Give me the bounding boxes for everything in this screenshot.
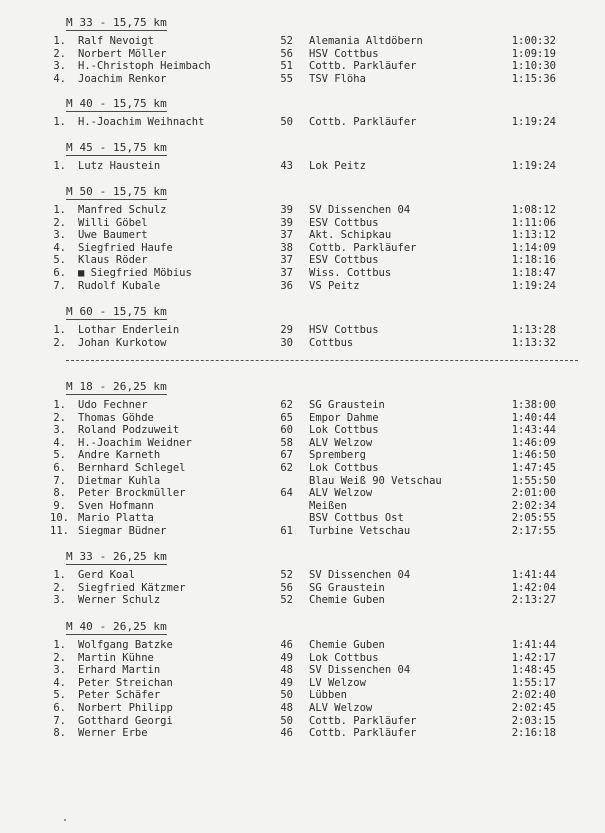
result-name: Peter Streichan	[78, 676, 173, 689]
result-row	[0, 35, 605, 48]
result-name: H.-Christoph Heimbach	[78, 60, 211, 73]
result-row	[0, 594, 605, 607]
result-row	[0, 689, 605, 702]
result-club: HSV Cottbus	[309, 47, 379, 60]
result-time: 1:08:12	[511, 204, 556, 216]
result-time: 1:47:45	[511, 462, 556, 474]
section-title: M 45 - 15,75 km	[66, 141, 167, 154]
result-time: 1:46:50	[511, 449, 556, 462]
result-age: 39	[280, 204, 293, 216]
result-name: Udo Fechner	[78, 399, 148, 411]
result-row	[0, 449, 605, 462]
result-club: Chemie Guben	[309, 594, 385, 607]
result-row	[0, 280, 605, 293]
result-age: 37	[280, 267, 293, 279]
result-rank: 1.	[53, 204, 66, 216]
result-row	[0, 337, 605, 350]
result-rank: 4.	[53, 72, 66, 85]
result-name: Werner Erbe	[78, 727, 148, 740]
result-age: 56	[280, 47, 293, 60]
result-name: Manfred Schulz	[78, 204, 167, 216]
result-rank: 4.	[53, 436, 66, 449]
result-row	[0, 727, 605, 740]
result-club: Alemania Altdöbern	[309, 35, 423, 47]
result-club: Lok Cottbus	[309, 424, 379, 437]
result-rank: 1.	[53, 35, 66, 47]
result-age: 38	[280, 241, 293, 254]
result-rank: 9.	[53, 499, 66, 512]
result-time: 1:19:24	[511, 160, 556, 172]
result-name: Uwe Baumert	[78, 229, 148, 242]
result-rank: 1.	[53, 116, 66, 128]
result-club: Cottb. Parkläufer	[309, 714, 417, 727]
result-rank: 4.	[53, 676, 66, 689]
result-rank: 5.	[53, 689, 66, 702]
result-time: 1:11:06	[511, 216, 556, 229]
result-row	[0, 267, 605, 280]
result-club: SV Dissenchen 04	[309, 204, 411, 216]
result-name: Werner Schulz	[78, 594, 161, 607]
result-row	[0, 525, 605, 538]
result-row	[0, 60, 605, 73]
result-rank: 4.	[53, 241, 66, 254]
result-name: Gotthard Georgi	[78, 714, 173, 727]
result-club: Spremberg	[309, 449, 366, 462]
result-rank: 5.	[53, 449, 66, 462]
result-age: 55	[280, 72, 293, 85]
result-name: Andre Karneth	[78, 449, 161, 462]
result-name: Siegmar Büdner	[78, 525, 167, 537]
result-name: Siegfried Haufe	[78, 241, 173, 254]
result-time: 1:41:44	[511, 639, 556, 651]
result-name: Erhard Martin	[78, 664, 161, 677]
paper-speck	[64, 819, 66, 821]
result-row	[0, 73, 605, 86]
result-club: LV Welzow	[309, 676, 366, 689]
result-row	[0, 702, 605, 715]
result-age: 36	[280, 279, 293, 292]
result-time: 1:43:44	[511, 424, 556, 437]
result-name: Dietmar Kuhla	[78, 474, 161, 487]
result-name: Siegfried Kätzmer	[78, 581, 186, 594]
result-row	[0, 399, 605, 412]
result-club: Wiss. Cottbus	[309, 267, 392, 279]
result-row	[0, 242, 605, 255]
result-age: 30	[280, 336, 293, 349]
result-age: 37	[280, 254, 293, 267]
result-club: ESV Cottbus	[309, 254, 379, 267]
result-age: 56	[280, 581, 293, 594]
result-age: 50	[280, 714, 293, 727]
result-time: 2:16:18	[511, 727, 556, 740]
result-time: 2:02:45	[511, 702, 556, 714]
section-title: M 50 - 15,75 km	[66, 185, 167, 198]
result-time: 1:38:00	[511, 399, 556, 411]
result-age: 61	[280, 525, 293, 537]
result-time: 1:46:09	[511, 436, 556, 449]
result-age: 46	[280, 639, 293, 651]
result-rank: 10.	[50, 512, 69, 525]
section-title: M 33 - 26,25 km	[66, 550, 167, 563]
result-time: 1:19:24	[511, 279, 556, 292]
result-name: Mario Platta	[78, 512, 154, 525]
result-club: Lok Cottbus	[309, 462, 379, 474]
result-name: H.-Joachim Weidner	[78, 436, 192, 449]
result-age: 62	[280, 462, 293, 474]
result-club: Blau Weiß 90 Vetschau	[309, 474, 442, 487]
result-age: 29	[280, 324, 293, 336]
result-time: 1:42:17	[511, 651, 556, 664]
result-rank: 6.	[53, 267, 66, 279]
result-name: Roland Podzuweit	[78, 424, 180, 437]
result-time: 1:13:12	[511, 229, 556, 242]
result-rank: 2.	[53, 411, 66, 424]
result-age: 52	[280, 35, 293, 47]
section-title: M 18 - 26,25 km	[66, 380, 167, 393]
result-time: 1:18:47	[511, 267, 556, 279]
section-title: M 33 - 15,75 km	[66, 16, 167, 29]
result-name: Johan Kurkotow	[78, 336, 167, 349]
result-club: SV Dissenchen 04	[309, 569, 411, 581]
result-age: 49	[280, 651, 293, 664]
result-age: 50	[280, 689, 293, 702]
result-time: 1:48:45	[511, 664, 556, 677]
result-club: Chemie Guben	[309, 639, 385, 651]
section-separator	[66, 360, 578, 361]
result-time: 1:09:19	[511, 47, 556, 60]
result-club: VS Peitz	[309, 279, 360, 292]
result-rank: 6.	[53, 462, 66, 474]
result-club: Cottbus	[309, 336, 354, 349]
result-row	[0, 324, 605, 337]
result-club: Lok Cottbus	[309, 651, 379, 664]
result-age: 43	[280, 160, 293, 172]
result-row	[0, 254, 605, 267]
result-row	[0, 160, 605, 173]
result-row	[0, 569, 605, 582]
result-row	[0, 204, 605, 217]
result-name: Gerd Koal	[78, 569, 135, 581]
result-rank: 8.	[53, 727, 66, 740]
result-row	[0, 116, 605, 129]
result-club: ALV Welzow	[309, 702, 373, 714]
result-row	[0, 715, 605, 728]
result-time: 2:02:40	[511, 689, 556, 702]
result-club: Meißen	[309, 499, 347, 512]
result-row	[0, 217, 605, 230]
result-age: 65	[280, 411, 293, 424]
result-row	[0, 462, 605, 475]
result-time: 1:19:24	[511, 116, 556, 128]
result-club: HSV Cottbus	[309, 324, 379, 336]
result-rank: 1.	[53, 569, 66, 581]
result-name: Bernhard Schlegel	[78, 462, 186, 474]
result-club: TSV Flöha	[309, 72, 366, 85]
result-name: Norbert Möller	[78, 47, 167, 60]
result-club: Cottb. Parkläufer	[309, 727, 417, 740]
result-rank: 3.	[53, 424, 66, 437]
result-club: Turbine Vetschau	[309, 525, 411, 537]
result-age: 46	[280, 727, 293, 740]
result-time: 1:13:28	[511, 324, 556, 336]
result-time: 2:05:55	[511, 512, 556, 525]
result-club: Lübben	[309, 689, 347, 702]
result-rank: 2.	[53, 651, 66, 664]
result-age: 60	[280, 424, 293, 437]
result-time: 1:15:36	[511, 72, 556, 85]
result-age: 48	[280, 702, 293, 714]
result-rank: 5.	[53, 254, 66, 267]
result-age: 67	[280, 449, 293, 462]
result-age: 48	[280, 664, 293, 677]
result-time: 2:13:27	[511, 594, 556, 607]
result-name: Wolfgang Batzke	[78, 639, 173, 651]
result-row	[0, 412, 605, 425]
result-row	[0, 652, 605, 665]
result-club: Cottb. Parkläufer	[309, 60, 417, 73]
result-time: 1:18:16	[511, 254, 556, 267]
result-time: 1:41:44	[511, 569, 556, 581]
result-rank: 2.	[53, 336, 66, 349]
result-club: ESV Cottbus	[309, 216, 379, 229]
result-age: 49	[280, 676, 293, 689]
result-time: 2:01:00	[511, 487, 556, 500]
result-row	[0, 664, 605, 677]
result-club: Empor Dahme	[309, 411, 379, 424]
result-rank: 1.	[53, 399, 66, 411]
section-title: M 60 - 15,75 km	[66, 305, 167, 318]
result-rank: 8.	[53, 487, 66, 500]
result-club: SG Graustein	[309, 399, 385, 411]
result-name: Ralf Nevoigt	[78, 35, 154, 47]
result-row	[0, 437, 605, 450]
result-time: 1:13:32	[511, 336, 556, 349]
result-rank: 2.	[53, 581, 66, 594]
result-club: SV Dissenchen 04	[309, 664, 411, 677]
result-age: 58	[280, 436, 293, 449]
section-title: M 40 - 15,75 km	[66, 97, 167, 110]
result-time: 2:17:55	[511, 525, 556, 537]
result-name: Willi Göbel	[78, 216, 148, 229]
result-club: Cottb. Parkläufer	[309, 241, 417, 254]
section-title: M 40 - 26,25 km	[66, 620, 167, 633]
result-name: Joachim Renkor	[78, 72, 167, 85]
result-time: 2:02:34	[511, 499, 556, 512]
result-rank: 1.	[53, 639, 66, 651]
result-row	[0, 512, 605, 525]
result-row	[0, 475, 605, 488]
result-name: ■ Siegfried Möbius	[78, 267, 192, 279]
result-row	[0, 677, 605, 690]
result-row	[0, 229, 605, 242]
result-time: 1:14:09	[511, 241, 556, 254]
result-name: Peter Brockmüller	[78, 487, 186, 500]
result-time: 1:42:04	[511, 581, 556, 594]
result-rank: 3.	[53, 664, 66, 677]
result-row	[0, 48, 605, 61]
result-rank: 7.	[53, 474, 66, 487]
result-age: 62	[280, 399, 293, 411]
result-rank: 2.	[53, 216, 66, 229]
result-name: Thomas Göhde	[78, 411, 154, 424]
result-row	[0, 487, 605, 500]
result-time: 1:40:44	[511, 411, 556, 424]
result-rank: 6.	[53, 702, 66, 714]
result-row	[0, 639, 605, 652]
result-rank: 7.	[53, 714, 66, 727]
result-name: Klaus Röder	[78, 254, 148, 267]
result-age: 51	[280, 60, 293, 73]
result-name: Lutz Haustein	[78, 160, 161, 172]
result-club: ALV Welzow	[309, 436, 373, 449]
result-rank: 7.	[53, 279, 66, 292]
result-club: Akt. Schipkau	[309, 229, 392, 242]
result-name: Martin Kühne	[78, 651, 154, 664]
result-time: 1:10:30	[511, 60, 556, 73]
result-age: 39	[280, 216, 293, 229]
result-row	[0, 582, 605, 595]
result-row	[0, 424, 605, 437]
result-time: 1:55:50	[511, 474, 556, 487]
result-club: ALV Welzow	[309, 487, 373, 500]
result-age: 52	[280, 594, 293, 607]
result-row	[0, 500, 605, 513]
result-rank: 3.	[53, 229, 66, 242]
result-name: Peter Schäfer	[78, 689, 161, 702]
result-rank: 11.	[50, 525, 69, 537]
result-time: 1:55:17	[511, 676, 556, 689]
result-rank: 2.	[53, 47, 66, 60]
result-club: SG Graustein	[309, 581, 385, 594]
result-age: 50	[280, 116, 293, 128]
result-time: 1:00:32	[511, 35, 556, 47]
result-name: Sven Hofmann	[78, 499, 154, 512]
result-rank: 1.	[53, 324, 66, 336]
result-name: H.-Joachim Weihnacht	[78, 116, 205, 128]
result-name: Norbert Philipp	[78, 702, 173, 714]
result-rank: 1.	[53, 160, 66, 172]
result-rank: 3.	[53, 60, 66, 73]
result-age: 37	[280, 229, 293, 242]
result-age: 52	[280, 569, 293, 581]
result-rank: 3.	[53, 594, 66, 607]
result-name: Lothar Enderlein	[78, 324, 180, 336]
result-name: Rudolf Kubale	[78, 279, 161, 292]
result-age: 64	[280, 487, 293, 500]
result-time: 2:03:15	[511, 714, 556, 727]
result-club: Lok Peitz	[309, 160, 366, 172]
result-club: BSV Cottbus Ost	[309, 512, 404, 525]
result-club: Cottb. Parkläufer	[309, 116, 417, 128]
